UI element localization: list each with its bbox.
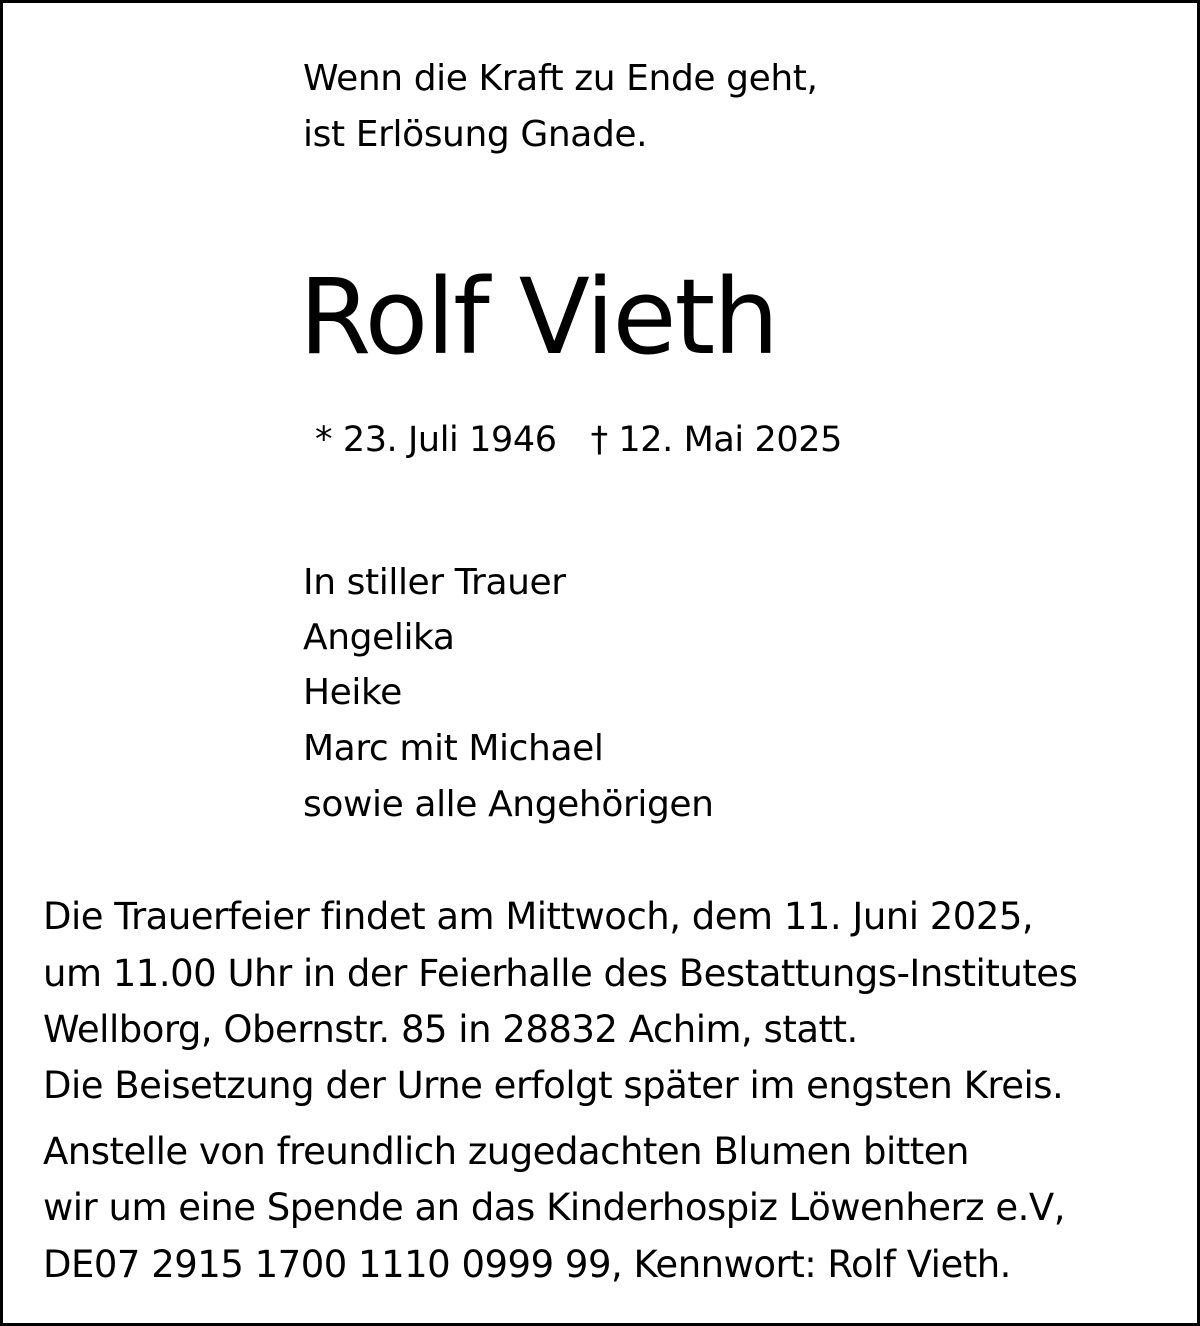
service-line-2: um 11.00 Uhr in der Feierhalle des Bestattungs-Institutes [43, 952, 1078, 995]
deceased-name: Rolf Vieth [299, 256, 778, 378]
service-line-4: Die Beisetzung der Urne erfolgt später im engsten Kreis. [43, 1064, 1064, 1107]
life-dates [315, 420, 842, 460]
verse-line-1: Wenn die Kraft zu Ende geht, [303, 58, 818, 99]
mourner-name: Angelika [303, 617, 455, 658]
verse-line-2: ist Erlösung Gnade. [303, 114, 648, 155]
donation-line-3: DE07 2915 1700 1110 0999 99, Kennwort: Rolf Vieth. [43, 1243, 1011, 1286]
donation-line-2: wir um eine Spende an das Kinderhospiz Löwenherz e.V, [43, 1186, 1065, 1229]
service-line-3: Wellborg, Obernstr. 85 in 28832 Achim, statt. [43, 1008, 858, 1051]
mourner-name: Heike [303, 672, 402, 713]
birth-date: * 23. Juli 1946 [315, 420, 557, 460]
donation-line-1: Anstelle von freundlich zugedachten Blumen bitten [43, 1130, 970, 1173]
death-date: † 12. Mai 2025 [590, 420, 842, 460]
mourner-name: sowie alle Angehörigen [303, 784, 714, 825]
mourner-name: Marc mit Michael [303, 728, 604, 769]
mourners-intro: In stiller Trauer [303, 562, 566, 603]
service-line-1: Die Trauerfeier findet am Mittwoch, dem 11. Juni 2025, [43, 895, 1034, 938]
